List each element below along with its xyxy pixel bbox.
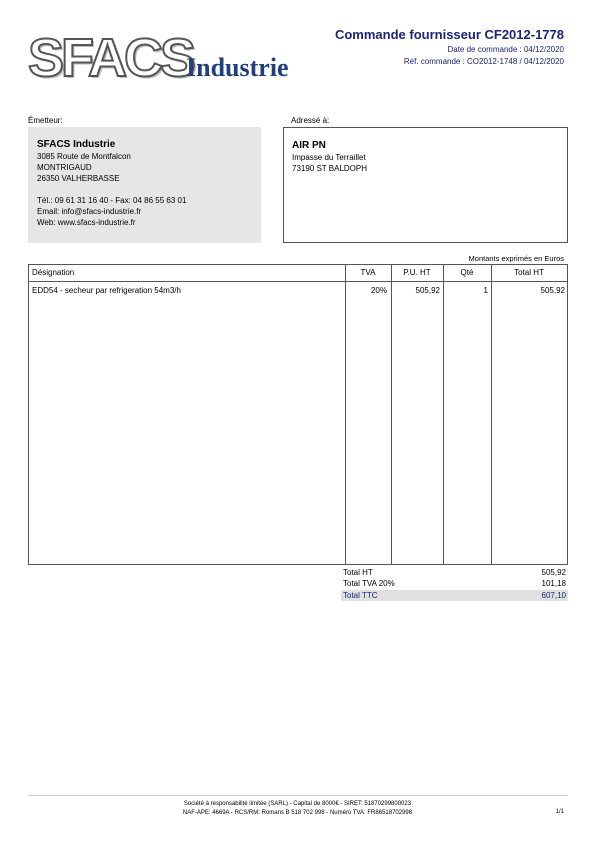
- cell-unit-price: 505,92: [415, 286, 440, 295]
- recipient-address-1: Impasse du Terraillet: [292, 153, 366, 162]
- company-logo: [28, 28, 318, 90]
- header-tva: TVA: [360, 268, 376, 277]
- cell-designation: EDD54 - secheur par refrigeration 54m3/h: [32, 286, 181, 295]
- footer-divider: [28, 795, 568, 796]
- order-reference: Réf. commande : CO2012-1748 / 04/12/2020: [403, 57, 564, 66]
- document-title: Commande fournisseur CF2012-1778: [334, 27, 564, 42]
- sender-web: Web: www.sfacs-industrie.fr: [37, 218, 136, 227]
- footer-legal-2: NAF-APE: 4669A - RCS/RM: Romans B 518 702 998 - Numéro TVA: FR86518702998: [182, 810, 413, 816]
- total-ht-value: 505,92: [541, 568, 566, 577]
- sender-label: Émetteur:: [28, 116, 63, 125]
- items-table: [28, 264, 568, 565]
- order-date: Date de commande : 04/12/2020: [447, 45, 564, 54]
- sender-address-2: MONTRIGAUD: [37, 163, 92, 172]
- column-divider: [443, 265, 444, 564]
- total-tva-row: [341, 578, 568, 589]
- header-unit-price: P.U. HT: [403, 268, 431, 277]
- sender-address-1: 3085 Route de Montfalcon: [37, 152, 131, 161]
- recipient-box: [283, 127, 568, 243]
- sender-box: [28, 127, 261, 243]
- header-divider: [29, 281, 567, 282]
- total-tva-value: 101,18: [541, 579, 566, 588]
- sender-address-3: 26350 VALHERBASSE: [37, 174, 120, 183]
- total-ht-label: Total HT: [343, 568, 373, 577]
- currency-note: Montants exprimés en Euros: [468, 254, 564, 263]
- footer-legal-1: Société à responsabilité limitée (SARL) - Capital de 8000€ - SIRET: 51870299800023: [183, 801, 412, 807]
- recipient-name: AIR PN: [292, 140, 326, 151]
- logo-brand: SFACS: [28, 28, 194, 88]
- column-divider: [391, 265, 392, 564]
- sender-name: SFACS Industrie: [37, 139, 116, 150]
- total-tva-label: Total TVA 20%: [343, 579, 395, 588]
- column-divider: [491, 265, 492, 564]
- header-total: Total HT: [514, 268, 544, 277]
- header-designation: Désignation: [32, 268, 75, 277]
- total-ttc-label: Total TTC: [343, 591, 378, 600]
- total-ttc-value: 607,10: [541, 591, 566, 600]
- page-number: 1/1: [555, 809, 564, 815]
- cell-tva: 20%: [370, 286, 387, 295]
- cell-total: 505,92: [540, 286, 565, 295]
- sender-email: Email: info@sfacs-industrie.fr: [37, 207, 142, 216]
- recipient-address-2: 73190 ST BALDOPH: [292, 164, 368, 173]
- total-ht-row: [341, 567, 568, 578]
- sender-phone: Tél.: 09 61 31 16 40 - Fax: 04 86 55 63 01: [37, 196, 187, 205]
- header-quantity: Qté: [460, 268, 474, 277]
- logo-subtitle: Industrie: [186, 53, 289, 82]
- column-divider: [345, 265, 346, 564]
- recipient-label: Adressé à:: [291, 116, 330, 125]
- cell-quantity: 1: [483, 286, 488, 295]
- total-ttc-row: [341, 590, 568, 601]
